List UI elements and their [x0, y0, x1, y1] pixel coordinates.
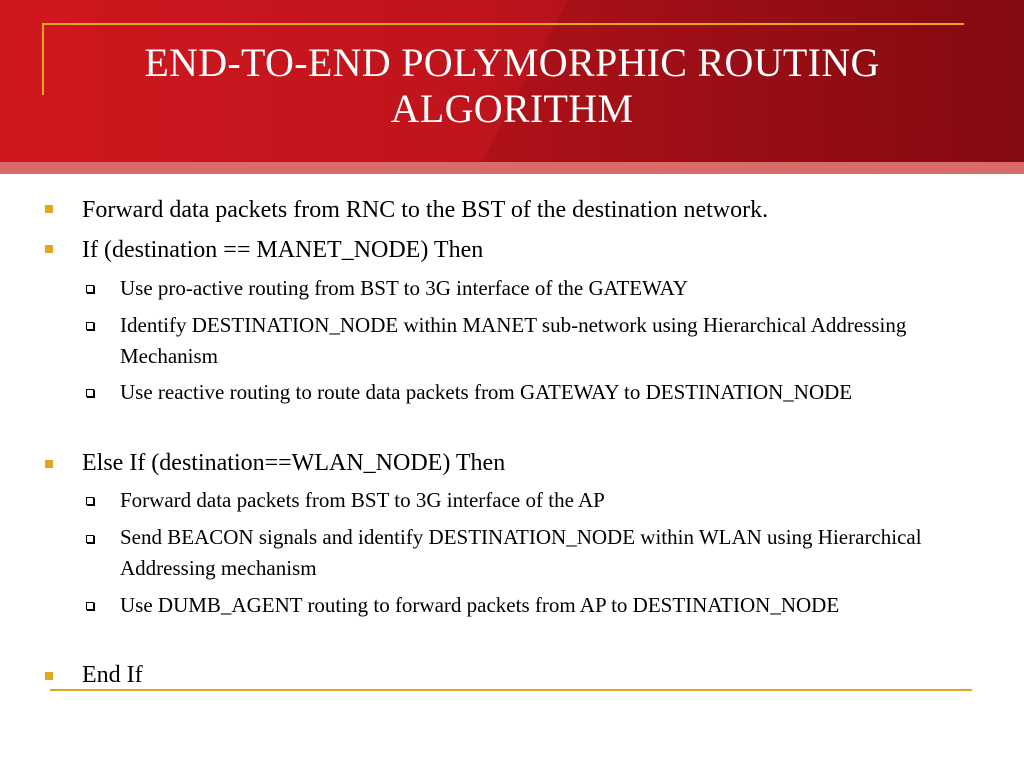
- box-bullet-icon: [86, 602, 94, 610]
- square-bullet-icon: [45, 205, 53, 213]
- box-bullet-icon: [86, 322, 94, 330]
- box-bullet-icon: [86, 497, 94, 505]
- sub-bullet-item: Use DUMB_AGENT routing to forward packets from AP to DESTINATION_NODE: [120, 593, 840, 617]
- slide-title: END-TO-END POLYMORPHIC ROUTING ALGORITHM: [144, 40, 880, 131]
- sub-bullet-item: Send BEACON signals and identify DESTINATION_NODE within WLAN using Hierarchical Addressing mechanism: [120, 525, 922, 580]
- bullet-item: End If: [82, 662, 143, 688]
- bullet-item: Else If (destination==WLAN_NODE) Then: [82, 450, 506, 476]
- sub-bullet-item: Use reactive routing to route data packets from GATEWAY to DESTINATION_NODE: [120, 380, 853, 404]
- bullet-item: If (destination == MANET_NODE) Then: [82, 237, 484, 263]
- sub-bullet-item: Identify DESTINATION_NODE within MANET sub-network using Hierarchical Addressing Mechanism: [120, 313, 907, 368]
- bullet-item: Forward data packets from RNC to the BST of the destination network.: [82, 197, 769, 223]
- square-bullet-icon: [45, 672, 53, 680]
- box-bullet-icon: [86, 285, 94, 293]
- banner-gold-line-left: [42, 23, 44, 95]
- square-bullet-icon: [45, 460, 53, 468]
- banner-gold-line-top: [44, 23, 964, 25]
- box-bullet-icon: [86, 535, 94, 543]
- box-bullet-icon: [86, 389, 94, 397]
- title-banner: [0, 0, 1024, 162]
- banner-stripe: [0, 162, 1024, 174]
- sub-bullet-item: Use pro-active routing from BST to 3G interface of the GATEWAY: [120, 276, 689, 300]
- footer-gold-line: [50, 689, 972, 691]
- square-bullet-icon: [45, 245, 53, 253]
- sub-bullet-item: Forward data packets from BST to 3G interface of the AP: [120, 488, 605, 512]
